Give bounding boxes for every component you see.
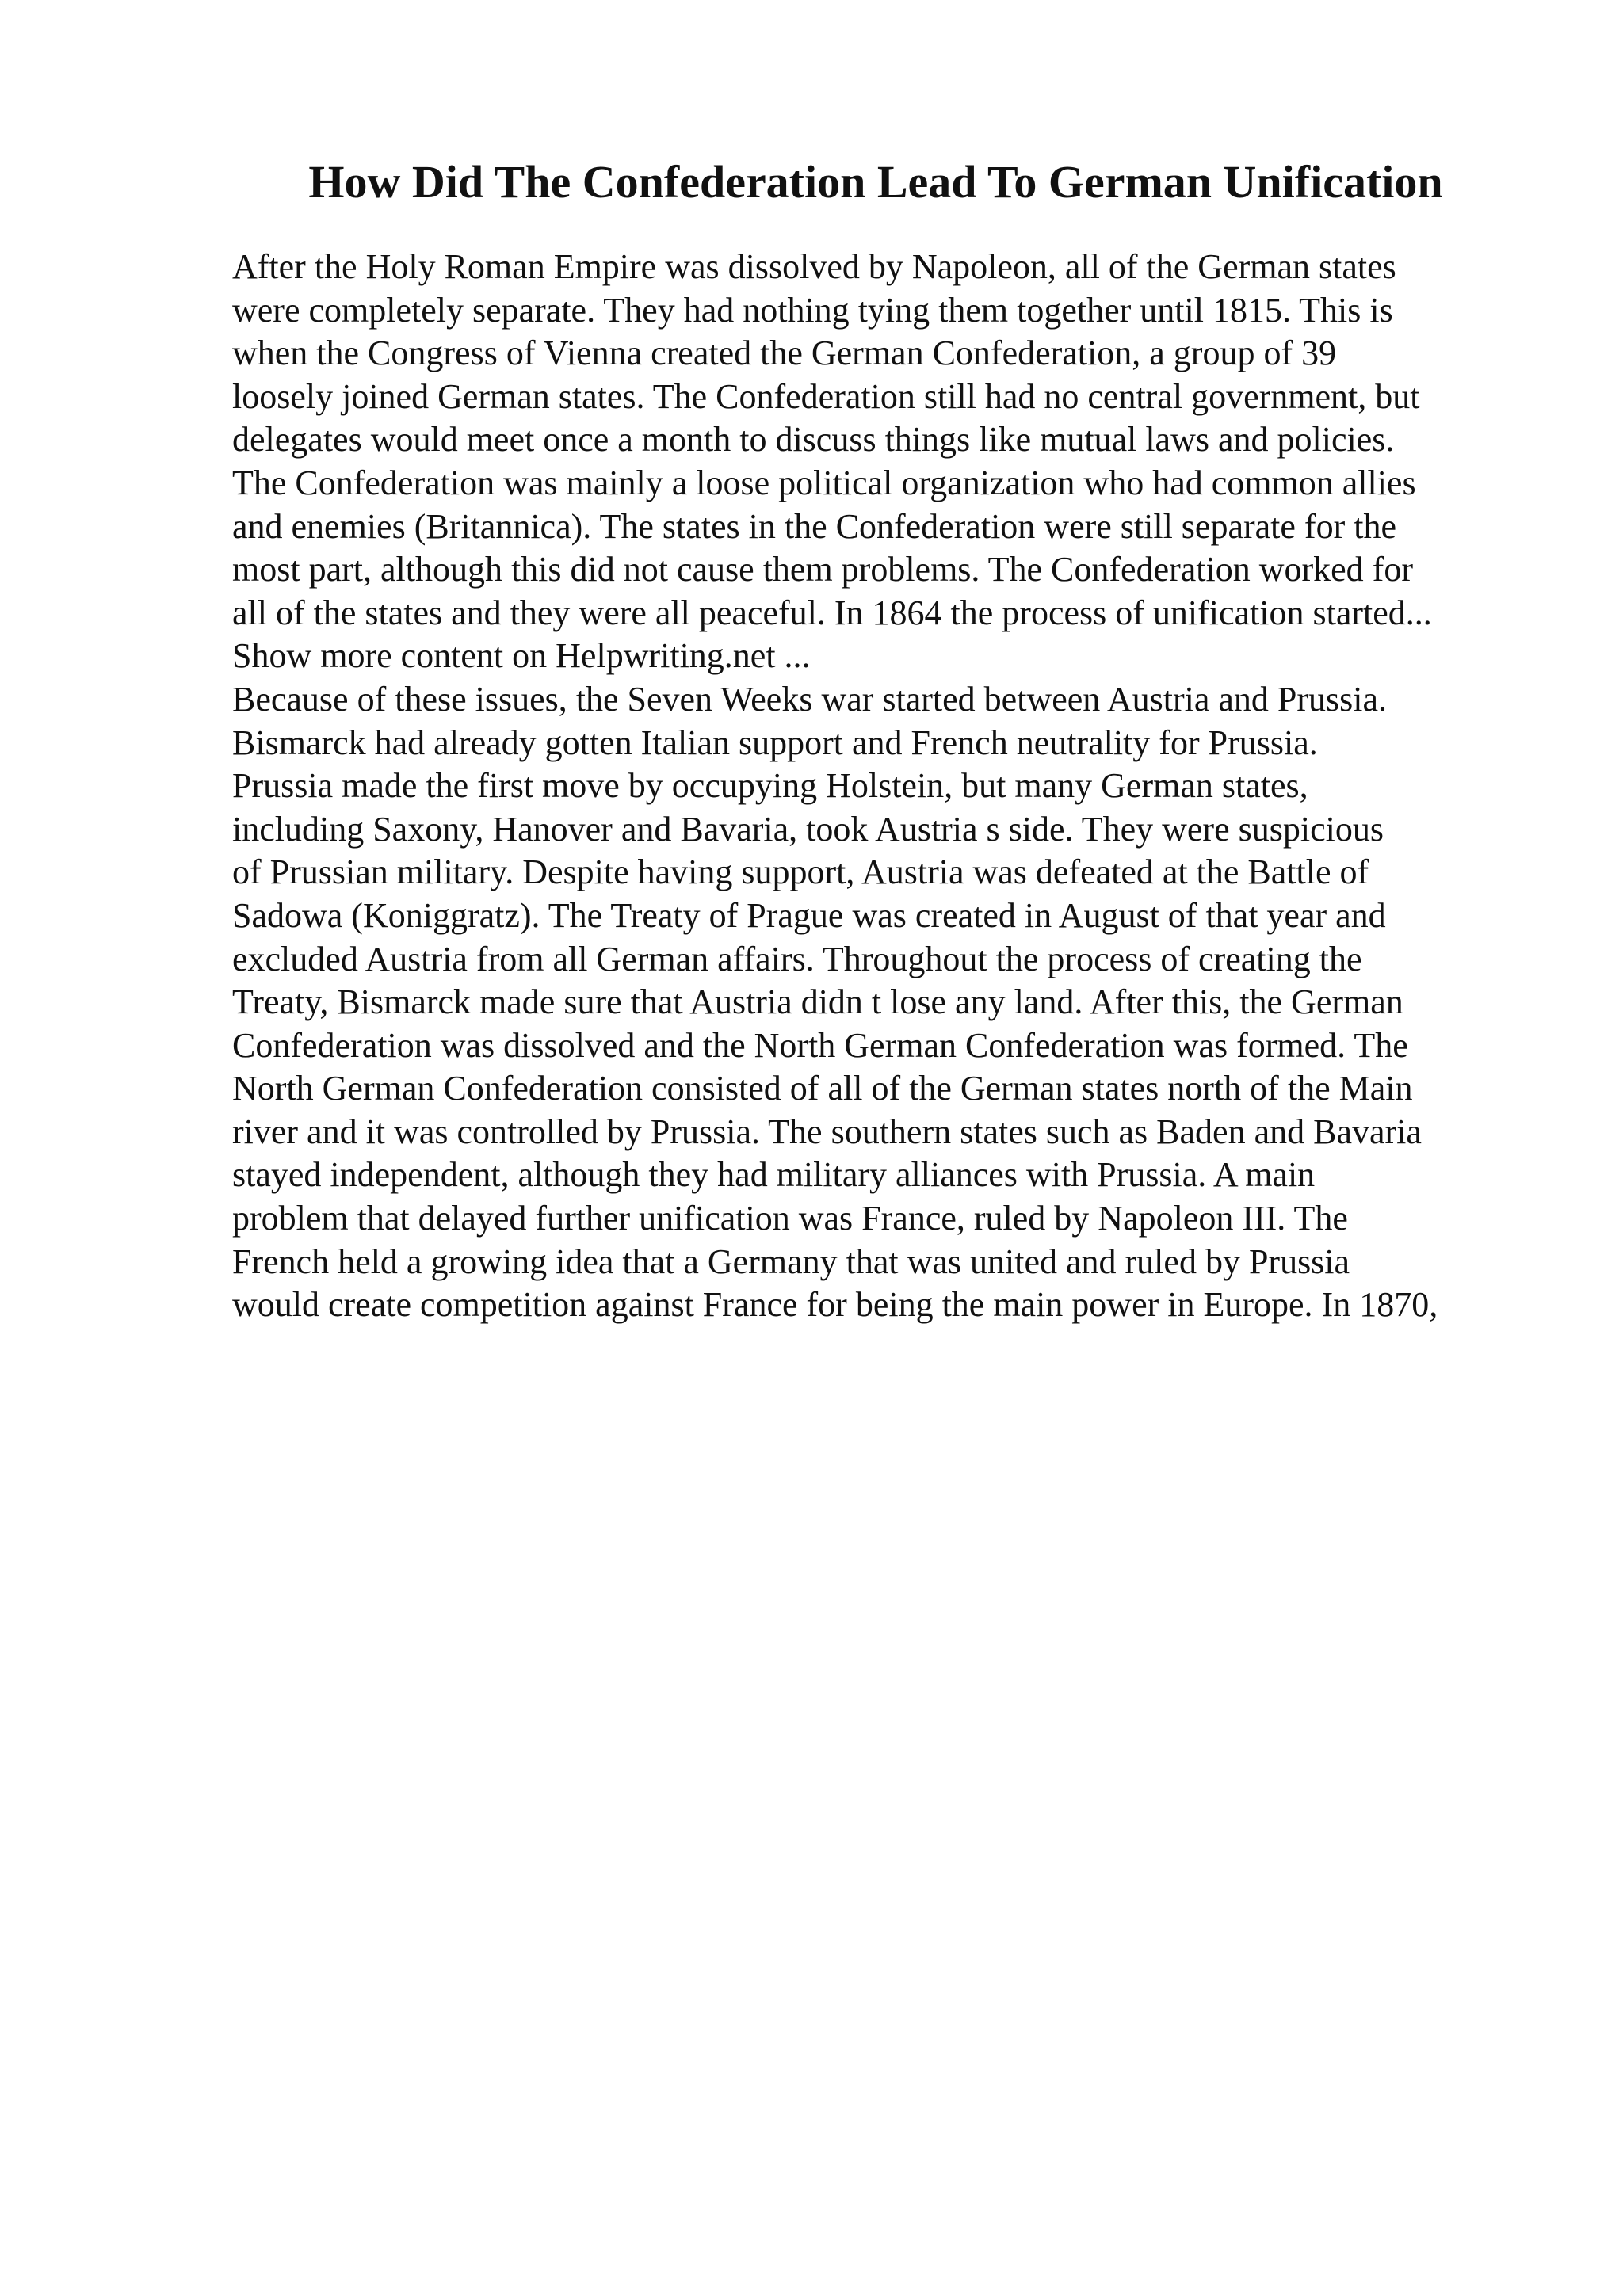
body-line: would create competition against France for being the main power in Europe. In 1870, xyxy=(232,1285,1438,1325)
body-line: and enemies (Britannica). The states in the Confederation were still separate for the xyxy=(232,506,1396,546)
body-line: After the Holy Roman Empire was dissolved by Napoleon, all of the German states xyxy=(232,247,1396,286)
document-body xyxy=(232,246,1540,1327)
body-line: stayed independent, although they had military alliances with Prussia. A main xyxy=(232,1155,1316,1195)
body-line: excluded Austria from all German affairs. Throughout the process of creating the xyxy=(232,939,1362,978)
body-line: French held a growing idea that a Germany that was united and ruled by Prussia xyxy=(232,1241,1350,1281)
body-line: all of the states and they were all peaceful. In 1864 the process of unification started... xyxy=(232,593,1432,632)
body-line: Prussia made the first move by occupying Holstein, but many German states, xyxy=(232,766,1308,806)
body-line: including Saxony, Hanover and Bavaria, took Austria s side. They were suspicious xyxy=(232,809,1384,849)
body-line: delegates would meet once a month to discuss things like mutual laws and policies. xyxy=(232,420,1395,460)
body-line: Sadowa (Koniggratz). The Treaty of Prague was created in August of that year and xyxy=(232,895,1386,935)
body-line: North German Confederation consisted of all of the German states north of the Main xyxy=(232,1069,1413,1108)
body-line: Bismarck had already gotten Italian support and French neutrality for Prussia. xyxy=(232,723,1318,762)
body-line: most part, although this did not cause them problems. The Confederation worked for xyxy=(232,550,1413,589)
body-line: Because of these issues, the Seven Weeks war started between Austria and Prussia. xyxy=(232,679,1388,719)
body-line: Treaty, Bismarck made sure that Austria didn t lose any land. After this, the German xyxy=(232,982,1403,1022)
body-line: The Confederation was mainly a loose political organization who had common allies xyxy=(232,463,1416,502)
body-line: problem that delayed further unification was France, ruled by Napoleon III. The xyxy=(232,1199,1348,1238)
document-title: How Did The Confederation Lead To German Unification xyxy=(308,156,1443,208)
body-line: loosely joined German states. The Confederation still had no central government, but xyxy=(232,376,1420,416)
body-line: Confederation was dissolved and the North German Confederation was formed. The xyxy=(232,1025,1408,1065)
body-line: were completely separate. They had nothing tying them together until 1815. This is xyxy=(232,290,1393,330)
show-more-line: Show more content on Helpwriting.net ... xyxy=(232,636,811,676)
body-line: river and it was controlled by Prussia. The southern states such as Baden and Bavaria xyxy=(232,1112,1422,1151)
body-line: when the Congress of Vienna created the German Confederation, a group of 39 xyxy=(232,334,1337,373)
body-line: of Prussian military. Despite having support, Austria was defeated at the Battle of xyxy=(232,852,1369,892)
